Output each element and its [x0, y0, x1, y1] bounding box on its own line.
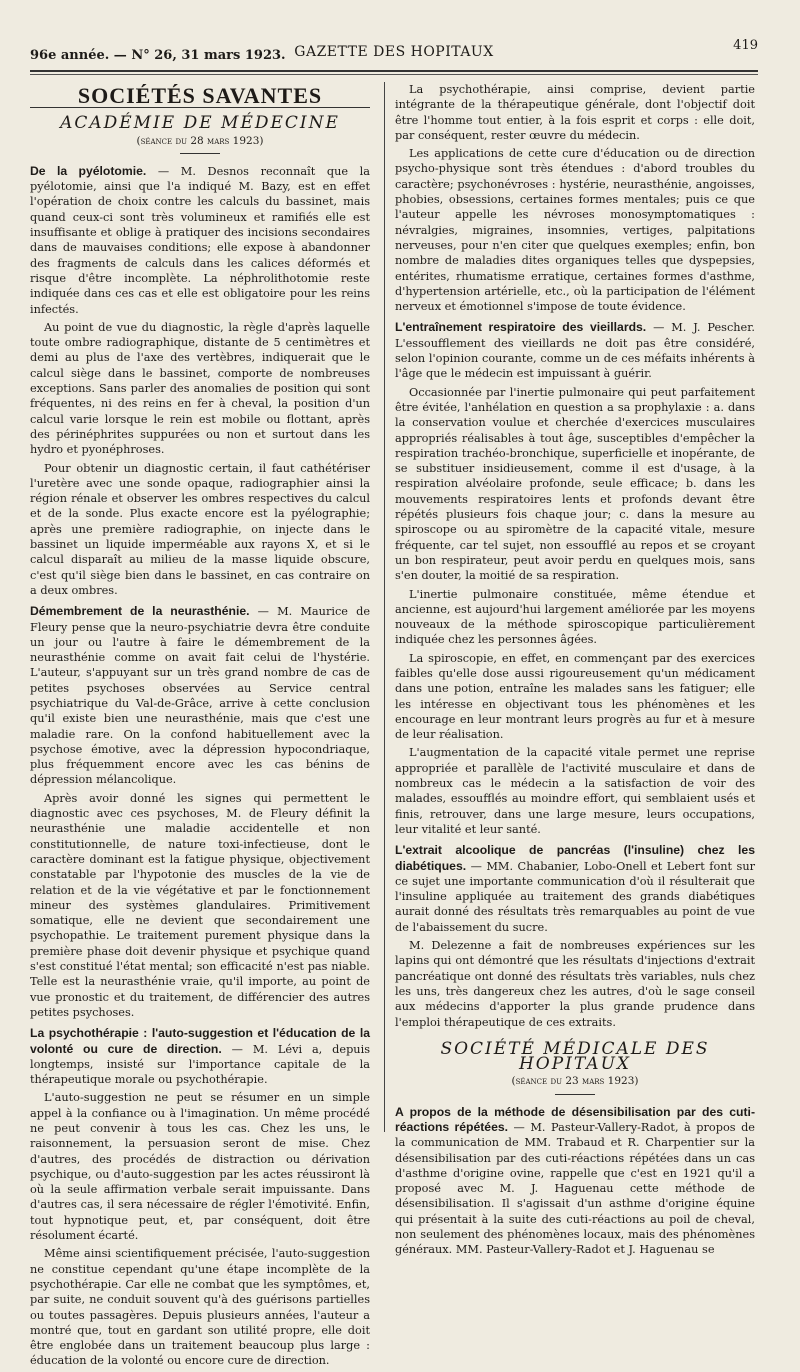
article-psychotherapie: [30, 1026, 370, 1087]
paragraph: M. Delezenne a fait de nombreuses expériences sur les lapins qui ont démontré que les résultats d'injections d'extrait pancréatique ont donné des résultats très variables, nuls chez les uns, très dangereux chez les autres, d'où le sage conseil aux médecins d'apporter la plus grande prudence dans l'emploi thérapeutique de ces extraits.: [395, 939, 755, 1029]
article-heading: L'extrait alcoolique de pancréas (l'insuline) chez les diabétiques.: [395, 843, 755, 873]
paragraph: L'augmentation de la capacité vitale permet une reprise appropriée et parallèle de l'activité musculaire et dans de nombreux cas le médecin a la satisfaction de voir des malades, essoufflés au moindre effort, qui semblaient usés et finis, retrouver, dans une large mesure, leurs occupations, leur vitalité et leur santé.: [395, 746, 755, 836]
article-heading: A propos de la méthode de désensibilisation par des cuti-réactions répétées.: [395, 1104, 755, 1134]
academie-session: (séance du 28 mars 1923): [136, 134, 264, 147]
column-divider: [384, 82, 385, 1132]
article-pyelotomie: [30, 164, 370, 317]
article-heading: Démembrement de la neurasthénie.: [30, 604, 250, 619]
article-text: — M. Desnos reconnaît que la pyélotomie, ainsi que l'a indiqué M. Bazy, est en effet l'opération de choix contre les calculs du bassinet, mais quand ceux-ci sont très volumineux et ramifiés elle est insuffisante et oblige à pratiquer des incisions secondaires dans de mauvaises conditions; elle expose à abandonner des fragments de calculs dans les calices déformés et risque d'être incomplète. La néphrolithotomie reste indiquée dans ces cas et elle est obligatoire pour les reins infectés.: [30, 164, 370, 316]
section-title: SOCIÉTÉS SAVANTES: [77, 83, 323, 108]
article-entrainement-respiratoire: [395, 320, 755, 381]
paragraph: L'auto-suggestion ne peut se résumer en un simple appel à la confiance ou à l'imagination. Un même procédé ne peut convenir à tous les cas. Chez les uns, le raisonnement, la persuasion seront de mise. Chez d'autres, des procédés de distraction ou dérivation psychique, ou d'auto-suggestion par les actes réussiront là où la seule affirmation verbale serait impuissante. Dans d'autres cas, il sera nécessaire de régler l'émotivité. Enfin, tout hypnotique peut, et, par conséquent, doit être résolument écarté.: [30, 1091, 370, 1243]
article-insuline: [395, 843, 755, 935]
right-column: [395, 82, 755, 1261]
page-header: [30, 38, 758, 64]
article-neurasthenie: [30, 604, 370, 788]
paragraph: Au point de vue du diagnostic, la règle d'après laquelle toute ombre radiographique, distante de 5 centimètres et demi au plus de l'axe des vertèbres, indiquerait que le calcul siège dans le bassinet, comporte de nombreuses exceptions. Sans parler des anomalies de position qui sont fréquentes, ni des reins en fer à cheval, la position d'un calcul varie lorsque le rein est mobile ou flottant, après des périnéphrites suppurées ou non et surtout dans les hydro et pyonéphroses.: [30, 320, 370, 457]
article-text: — MM. Chabanier, Lobo-Onell et Lebert font sur ce sujet une importante communication d'où il résulterait que l'insuline appliquée au traitement des grands diabétiques aurait donné des résultats très remarquables au point de vue de l'abaissement du sucre.: [395, 859, 756, 934]
left-column: [30, 82, 370, 1372]
paragraph: La spiroscopie, en effet, en commençant par des exercices faibles qu'elle dose aussi rigoureusement qu'un médicament dans une potion, entraîne les malades sans les fatiguer; elle les intéresse en objectivant tous les phénomènes et les encourage en leur montrant leurs progrès au fur et à mesure de leur réalisation.: [395, 651, 755, 742]
societe-session: (séance du 23 mars 1923): [511, 1075, 639, 1088]
paragraph: L'inertie pulmonaire constituée, même étendue et ancienne, est aujourd'hui largement améliorée par les moyens nouveaux de la méthode spiroscopique particulièrement indiquée chez les personnes âgées.: [395, 587, 755, 647]
paragraph: La psychothérapie, ainsi comprise, devient partie intégrante de la thérapeutique générale, dont l'objectif doit être l'homme tout entier, à la fois esprit et corps : elle doit, par conséquent, rester œuvre du médecin.: [395, 83, 755, 142]
article-text: — M. J. Pescher. L'essoufflement des vieillards ne doit pas être considéré, selon l'opinion courante, comme un de ces méfaits inhérents à l'âge que le médecin est impuissant à guérir.: [395, 321, 755, 381]
header-rule: [30, 70, 758, 72]
article-desensibilisation: [395, 1105, 755, 1258]
article-heading: La psychothérapie : l'auto-suggestion et l'éducation de la volonté ou cure de direction.: [30, 1026, 370, 1056]
paragraph: Occasionnée par l'inertie pulmonaire qui peut parfaitement être évitée, l'anhélation en question a sa prophylaxie : a. dans la conservation voulue et cherchée d'exercices musculaires appropriés réalisables à tout âge, susceptibles d'empêcher la respiration trachéo-bronchique, superficielle et inopérante, de se substituer insidieusement, comme il est d'usage, à la respiration alvéolaire profonde, seule efficace; b. dans les mouvements respiratoires lents et profonds devant être répétés plusieurs fois chaque jour; c. dans la mesure au spiroscope ou au spiromètre de la capacité vitale, mesure fréquente, car tel sujet, non essoufflé au repos et se croyant un bon respirateur, peut avoir perdu en quelques mois, sans s'en douter, la moitié de sa respiration.: [395, 385, 755, 583]
article-heading: L'entraînement respiratoire des vieillards.: [395, 320, 647, 335]
paragraph: Après avoir donné les signes qui permettent le diagnostic avec ces psychoses, M. de Fleury définit la neurasthénie une maladie accidentelle et non constitutionnelle, de nature toxi-infectieuse, dont le caractère dominant est la fatigue physique, objectivement constatable par l'hypotonie des muscles de la vie de relation et de la vie végétative et par le fonctionnement mineur des systèmes glandulaires. Primitivement somatique, elle ne devient que secondairement une psychopathie. Le traitement purement physique dans la première phase doit devenir physique et psychique quand s'est constitué l'état mental; son efficacité n'est pas niable. Telle est la neurasthénie vraie, qu'il importe, au point de vue pronostic et du traitement, de différencier des autres petites psychoses.: [30, 791, 370, 1019]
issue-info: 96e année. — N° 26, 31 mars 1923.: [30, 48, 286, 63]
article-text: — M. Maurice de Fleury pense que la neuro-psychiatrie devra être conduite un jour ou l'autre à faire le démembrement de la neurasthénie comme on avait fait celui de l'hystérie. L'auteur, s'appuyant sur un très grand nombre de cas de petites psychoses observées au Service central psychiatrique du Val-de-Grâce, arrive à cette conclusion qu'il existe bien une neurasthénie, mais que c'est une maladie rare. On la confond habituellement avec la psychose émotive, avec la dépression hypocondriaque, plus fréquemment encore avec les cas bénins de dépression mélancolique.: [30, 605, 371, 787]
article-text: — M. Lévi a, depuis longtemps, insisté sur l'importance capitale de la thérapeutique morale ou psychothérapie.: [30, 1042, 370, 1087]
short-rule: [180, 153, 220, 154]
paragraph: Pour obtenir un diagnostic certain, il faut cathétériser l'uretère avec une sonde opaque, radiographier ainsi la région rénale et observer les ombres respectives du calcul et de la sonde. Plus exacte encore est la pyélographie; après une première radiographie, on injecte dans le bassinet un liquide imperméable aux rayons X, et si le calcul disparaît au milieu de la masse liquide obscure, c'est qu'il siège bien dans le bassinet, en cas contraire on a deux ombres.: [30, 461, 370, 597]
article-text: — M. Pasteur-Vallery-Radot, à propos de la communication de MM. Trabaud et R. Charpentier sur la désensibilisation par des cuti-réactions répétées dans un cas d'asthme d'origine ovine, rappelle que c'est en 1921 qu'il a proposé avec M. J. Haguenau cette méthode de désensibilisation. Il s'agissait d'un asthme d'origine équine qui présentait à la suite des cuti-réactions au poil de cheval, non seulement des phénomènes locaux, mais des phénomènes généraux. MM. Pasteur-Vallery-Radot et J. Haguenau se: [395, 1121, 755, 1257]
journal-title: GAZETTE DES HOPITAUX: [294, 44, 494, 60]
paragraph: Même ainsi scientifiquement précisée, l'auto-suggestion ne constitue cependant qu'une étape incomplète de la psychothérapie. Car elle ne combat que les symptômes, et, par suite, ne conduit souvent qu'à des guérisons partielles ou toutes passagères. Depuis plusieurs années, l'auteur a montré que, tout en gardant son utilité propre, elle doit être englobée dans un traitement beaucoup plus large : éducation de la volonté ou encore cure de direction.: [30, 1247, 370, 1368]
page-number: 419: [733, 38, 758, 53]
header-rule-thin: [30, 74, 758, 75]
paragraph: Les applications de cette cure d'éducation ou de direction psycho-physique sont très étendues : d'abord troubles du caractère; psychonévroses : hystérie, neurasthénie, angoisses, phobies, obsessions, certaines formes mentales; puis ce que l'auteur appelle les névroses monosymptomatiques : névralgies, migraines, insomnies, vertiges, palpitations nerveuses, pour n'en citer que quelques exemples; enfin, bon nombre de maladies dites organiques telles que dyspepsies, entérites, rhumatisme erratique, certaines formes d'asthme, d'hypertension artérielle, etc., où la participation de l'élément nerveux et émotionnel s'impose de toute évidence.: [395, 147, 755, 314]
article-heading: De la pyélotomie.: [30, 163, 147, 178]
short-rule: [555, 1094, 595, 1095]
societe-medicale-title: SOCIÉTÉ MÉDICALE DES HOPITAUX: [440, 1038, 710, 1075]
academie-title: ACADÉMIE DE MÉDECINE: [60, 113, 340, 134]
